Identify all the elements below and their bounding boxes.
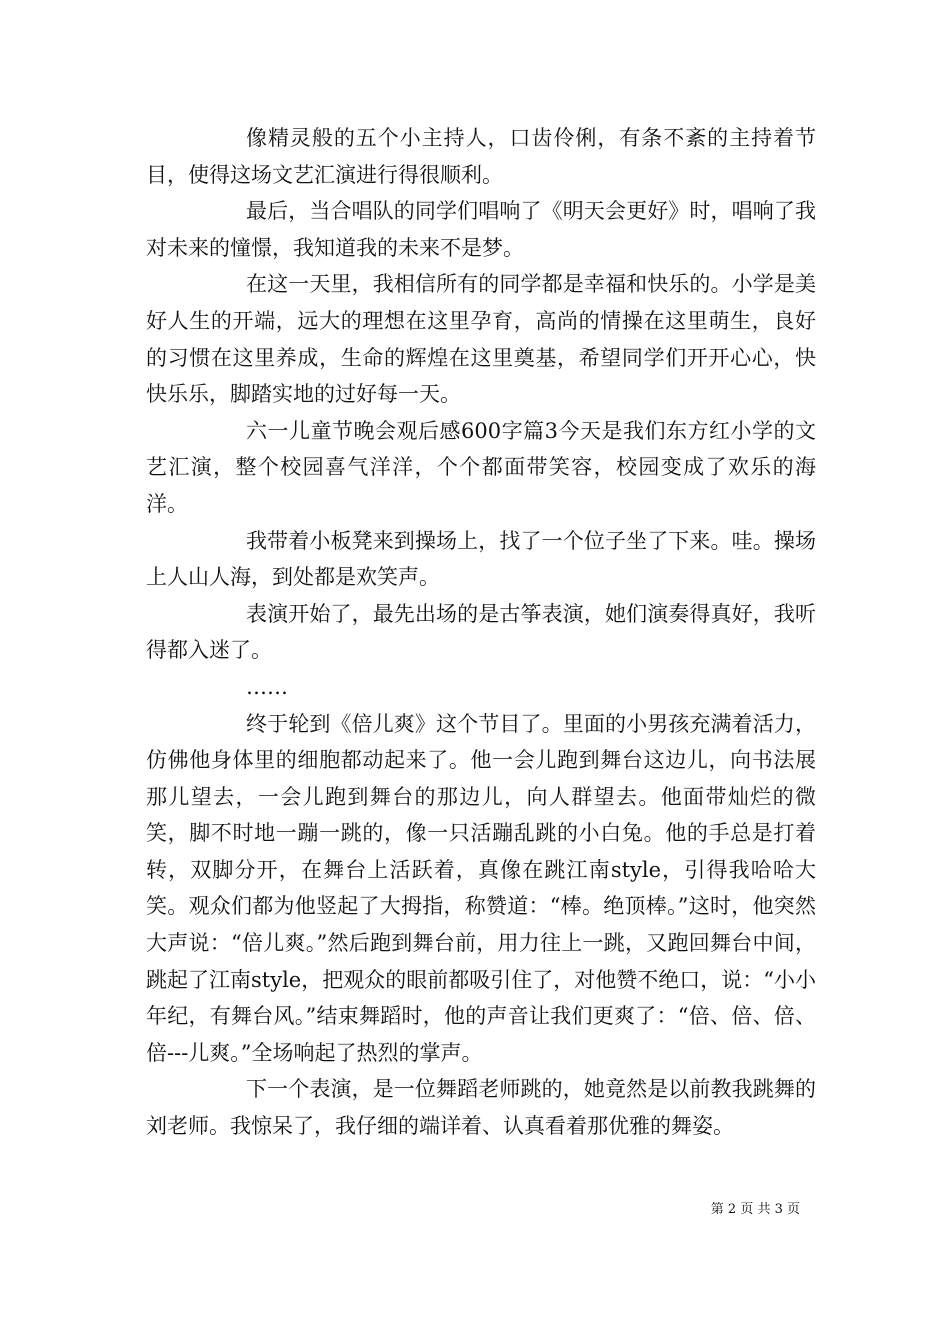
paragraph-guzheng: 表演开始了，最先出场的是古筝表演，她们演奏得真好，我听得都入迷了。 [146, 601, 816, 663]
paragraph-ellipsis: …… [246, 674, 288, 699]
paragraph-choir: 最后，当合唱队的同学们唱响了《明天会更好》时，唱响了我对未来的憧憬，我知道我的未来不是梦。 [146, 199, 816, 260]
paragraph-playground: 我带着小板凳来到操场上，找了一个位子坐了下来。哇。操场上人山人海，到处都是欢笑声。 [146, 528, 816, 590]
page-number-footer: 第 2 页 共 3 页 [710, 1202, 800, 1217]
paragraph-hosts: 像精灵般的五个小主持人，口齿伶俐，有条不紊的主持着节目，使得这场文艺汇演进行得很顺利。 [146, 126, 816, 187]
paragraph-essay-3-intro: 六一儿童节晚会观后感600字篇3今天是我们东方红小学的文艺汇演，整个校园喜气洋洋，个个都面带笑容，校园变成了欢乐的海洋。 [146, 418, 816, 516]
paragraph-dance-teacher: 下一个表演，是一位舞蹈老师跳的，她竟然是以前教我跳舞的刘老师。我惊呆了，我仔细的端详着、认真看着那优雅的舞姿。 [146, 1077, 816, 1139]
paragraph-happy-day: 在这一天里，我相信所有的同学都是幸福和快乐的。小学是美好人生的开端，远大的理想在这里孕育，高尚的情操在这里萌生，良好的习惯在这里养成，生命的辉煌在这里奠基，希望同学们开开心心，快快乐乐，脚踏实地的过好每一天。 [146, 272, 816, 407]
document-body [146, 120, 816, 1145]
paragraph-beiershuang: 终于轮到《倍儿爽》这个节目了。里面的小男孩充满着活力，仿佛他身体里的细胞都动起来了。他一会儿跑到舞台这边儿，向书法展那儿望去，一会儿跑到舞台的那边儿，向人群望去。他面带灿烂的微笑，脚不时地一蹦一跳的，像一只活蹦乱跳的小白兔。他的手总是打着转，双脚分开，在舞台上活跃着，真像在跳江南style，引得我哈哈大笑。观众们都为他竖起了大拇指，称赞道：“棒。绝顶棒。”这时，他突然大声说：“倍儿爽。”然后跑到舞台前，用力往上一跳，又跑回舞台中间，跳起了江南style，把观众的眼前都吸引住了，对他赞不绝口，说：“小小年纪，有舞台风。”结束舞蹈时，他的声音让我们更爽了：“倍、倍、倍、倍---儿爽。”全场响起了热烈的掌声。 [146, 711, 816, 1065]
